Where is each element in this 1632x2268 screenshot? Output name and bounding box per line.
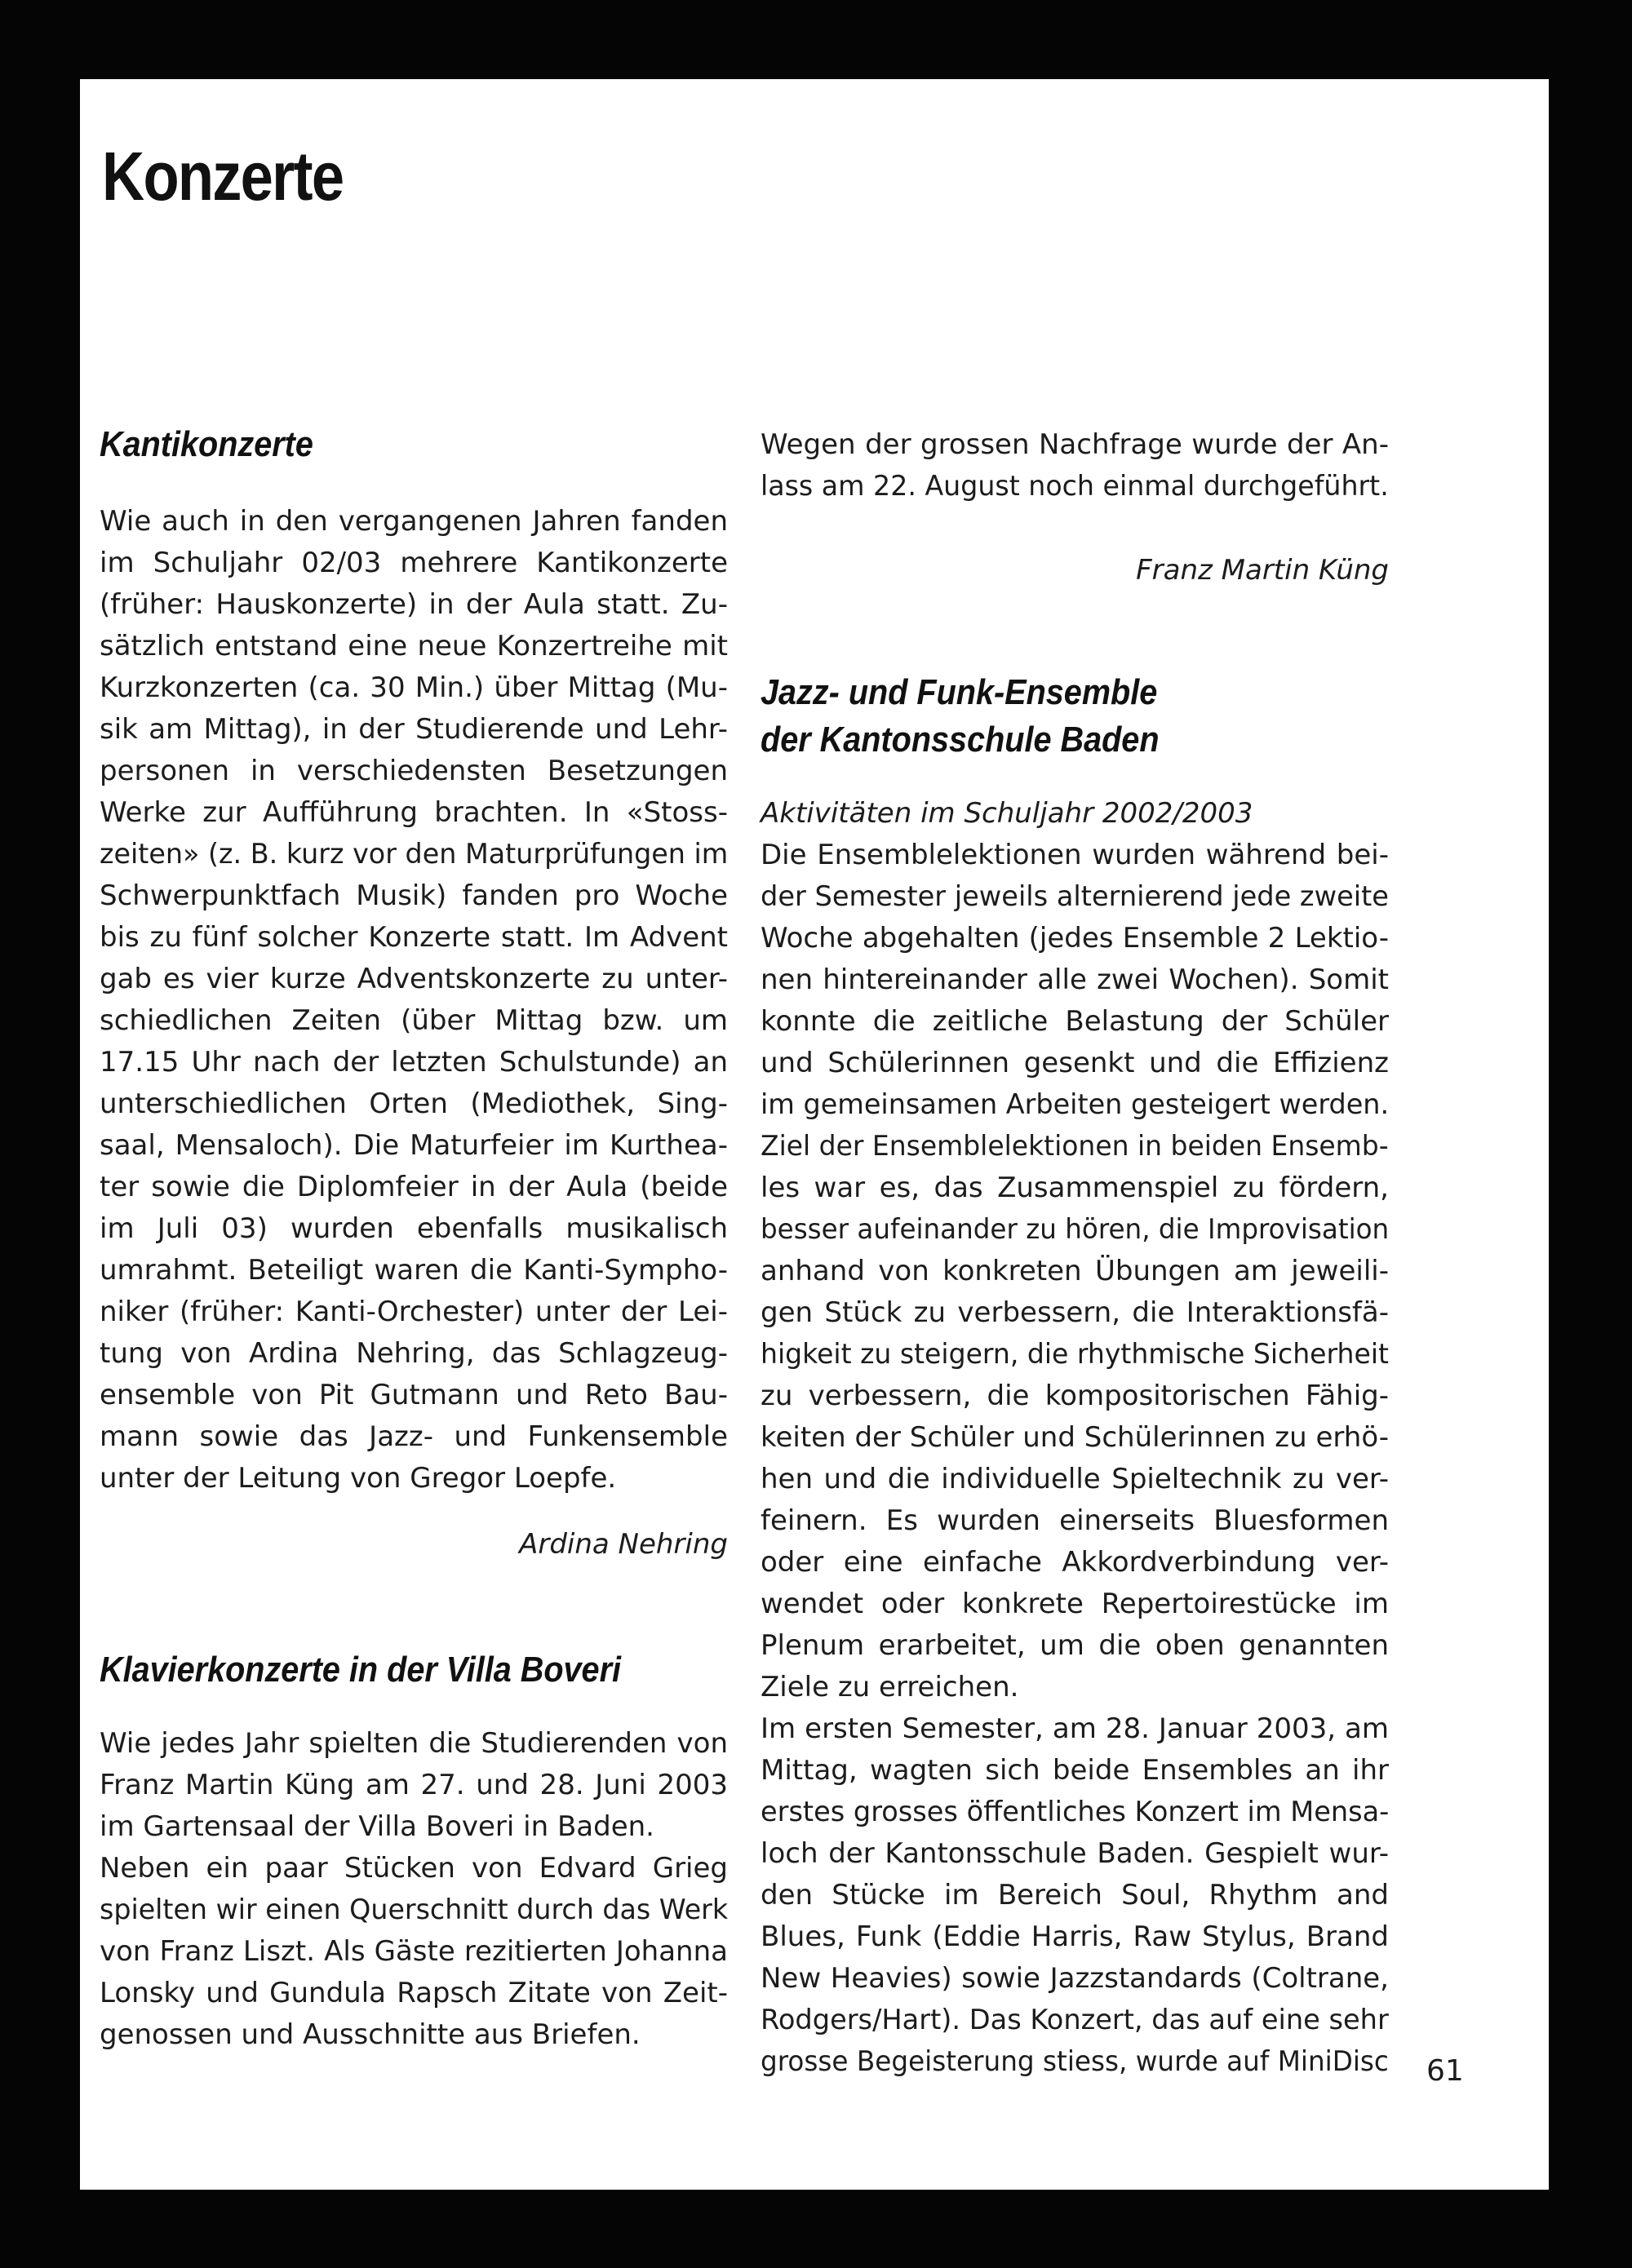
text-line: 17.15 Uhr nach der letzten Schulstunde) an [100, 1046, 728, 1079]
author-signature: Franz Martin Küng [1136, 554, 1389, 587]
text-line: gab es vier kurze Adventskonzerte zu unter- [100, 963, 728, 995]
text-line: mann sowie das Jazz- und Funkensemble [100, 1420, 728, 1453]
text-line: Ziele zu erreichen. [761, 1671, 1019, 1703]
text-line: Die Ensemblelektionen wurden während bei- [761, 839, 1389, 871]
text-line: Werke zur Aufführung brachten. In «Stoss- [100, 796, 728, 829]
text-line: Blues, Funk (Eddie Harris, Raw Stylus, Brand [761, 1920, 1389, 1953]
text-line: Wie jedes Jahr spielten die Studierenden von [100, 1727, 728, 1760]
text-line: konnte die zeitliche Belastung der Schüler [761, 1005, 1389, 1038]
text-line: der Semester jeweils alternierend jede zweite [761, 880, 1389, 913]
heading-klavierkonzerte: Klavierkonzerte in der Villa Boveri [100, 1650, 621, 1690]
text-line: Kurzkonzerten (ca. 30 Min.) über Mittag (Mu- [100, 671, 728, 704]
text-line: Rodgers/Hart). Das Konzert, das auf eine sehr [761, 2004, 1389, 2036]
text-line: bis zu fünf solcher Konzerte statt. Im Advent [100, 921, 728, 954]
text-line: Neben ein paar Stücken von Edvard Grieg [100, 1852, 728, 1885]
text-line: Franz Martin Küng am 27. und 28. Juni 2003 [100, 1769, 728, 1801]
text-line: les war es, das Zusammenspiel zu fördern, [761, 1172, 1389, 1204]
page-title: Konzerte [102, 138, 344, 215]
text-line: schiedlichen Zeiten (über Mittag bzw. um [100, 1004, 728, 1037]
left-column [100, 0, 728, 2268]
text-line: lass am 22. August noch einmal durchgeführt. [761, 470, 1389, 503]
text-line: New Heavies) sowie Jazzstandards (Coltrane, [761, 1962, 1389, 1995]
page-number: 61 [1426, 2054, 1464, 2088]
text-line: Mittag, wagten sich beide Ensembles an ihr [761, 1754, 1389, 1787]
text-line: im gemeinsamen Arbeiten gesteigert werden. [761, 1088, 1390, 1121]
text-line: von Franz Liszt. Als Gäste rezitierten Johanna [100, 1935, 728, 1968]
text-line: unter der Leitung von Gregor Loepfe. [100, 1462, 617, 1495]
text-line: tung von Ardina Nehring, das Schlagzeug- [100, 1337, 728, 1370]
text-line: Plenum erarbeitet, um die oben genannten [761, 1629, 1389, 1662]
text-line: feinern. Es wurden einerseits Bluesformen [761, 1504, 1389, 1537]
heading-jazz-funk-line1: Jazz- und Funk-Ensemble [761, 672, 1158, 712]
subheading: Aktivitäten im Schuljahr 2002/2003 [761, 797, 1253, 830]
text-line: Wie auch in den vergangenen Jahren fanden [100, 505, 728, 538]
text-line: ensemble von Pit Gutmann und Reto Bau- [100, 1379, 728, 1411]
heading-kantikonzerte: Kantikonzerte [100, 424, 313, 464]
text-line: sätzlich entstand eine neue Konzertreihe mit [100, 630, 728, 662]
text-line: loch der Kantonsschule Baden. Gespielt wur- [761, 1837, 1389, 1870]
text-line: ter sowie die Diplomfeier in der Aula (beide [100, 1171, 728, 1203]
text-line: oder eine einfache Akkordverbindung ver- [761, 1546, 1389, 1579]
author-signature: Ardina Nehring [519, 1528, 728, 1561]
text-line: im Schuljahr 02/03 mehrere Kantikonzerte [100, 547, 728, 579]
text-line: zeiten» (z. B. kurz vor den Maturprüfungen im [100, 838, 729, 870]
text-line: niker (früher: Kanti-Orchester) unter der Lei- [100, 1296, 728, 1328]
text-line: unterschiedlichen Orten (Mediothek, Sing- [100, 1087, 728, 1120]
right-column [761, 0, 1389, 2268]
text-line: grosse Begeisterung stiess, wurde auf MiniDisc [761, 2045, 1389, 2078]
text-line: im Gartensaal der Villa Boveri in Baden. [100, 1810, 654, 1843]
text-line: Wegen der grossen Nachfrage wurde der An- [761, 428, 1389, 461]
text-line: umrahmt. Beteiligt waren die Kanti-Sympho- [100, 1254, 728, 1287]
text-line: im Juli 03) wurden ebenfalls musikalisch [100, 1212, 728, 1245]
text-line: wendet oder konkrete Repertoirestücke im [761, 1588, 1389, 1620]
text-line: genossen und Ausschnitte aus Briefen. [100, 2018, 641, 2051]
text-line: erstes grosses öffentliches Konzert im Mensa- [761, 1796, 1390, 1828]
text-line: und Schülerinnen gesenkt und die Effizienz [761, 1047, 1389, 1079]
text-line: zu verbessern, die kompositorischen Fähig- [761, 1380, 1389, 1412]
text-line: spielten wir einen Querschnitt durch das Werk [100, 1894, 729, 1926]
heading-jazz-funk-line2: der Kantonsschule Baden [761, 720, 1160, 760]
text-line: den Stücke im Bereich Soul, Rhythm and [761, 1879, 1389, 1911]
text-line: keiten der Schüler und Schülerinnen zu erhö- [761, 1421, 1390, 1454]
text-line: sik am Mittag), in der Studierende und Lehr- [100, 713, 728, 746]
text-line: gen Stück zu verbessern, die Interaktionsfä- [761, 1296, 1389, 1329]
text-line: Woche abgehalten (jedes Ensemble 2 Lektio- [761, 922, 1389, 955]
text-line: Lonsky und Gundula Rapsch Zitate von Zeit- [100, 1977, 728, 2009]
text-line: personen in verschiedensten Besetzungen [100, 755, 728, 787]
text-line: hen und die individuelle Spieltechnik zu ver- [761, 1463, 1389, 1495]
text-line: (früher: Hauskonzerte) in der Aula statt. Zu- [100, 588, 728, 621]
text-line: higkeit zu steigern, die rhythmische Sicherheit [761, 1338, 1389, 1371]
text-line: saal, Mensaloch). Die Maturfeier im Kurthea- [100, 1129, 728, 1162]
text-line: Ziel der Ensemblelektionen in beiden Ensemb- [761, 1130, 1389, 1163]
text-line: besser aufeinander zu hören, die Improvisation [761, 1213, 1390, 1246]
text-line: Schwerpunktfach Musik) fanden pro Woche [100, 879, 728, 912]
text-line: anhand von konkreten Übungen am jeweili- [761, 1255, 1389, 1287]
text-line: nen hintereinander alle zwei Wochen). Somit [761, 963, 1389, 996]
text-line: Im ersten Semester, am 28. Januar 2003, am [761, 1712, 1389, 1745]
